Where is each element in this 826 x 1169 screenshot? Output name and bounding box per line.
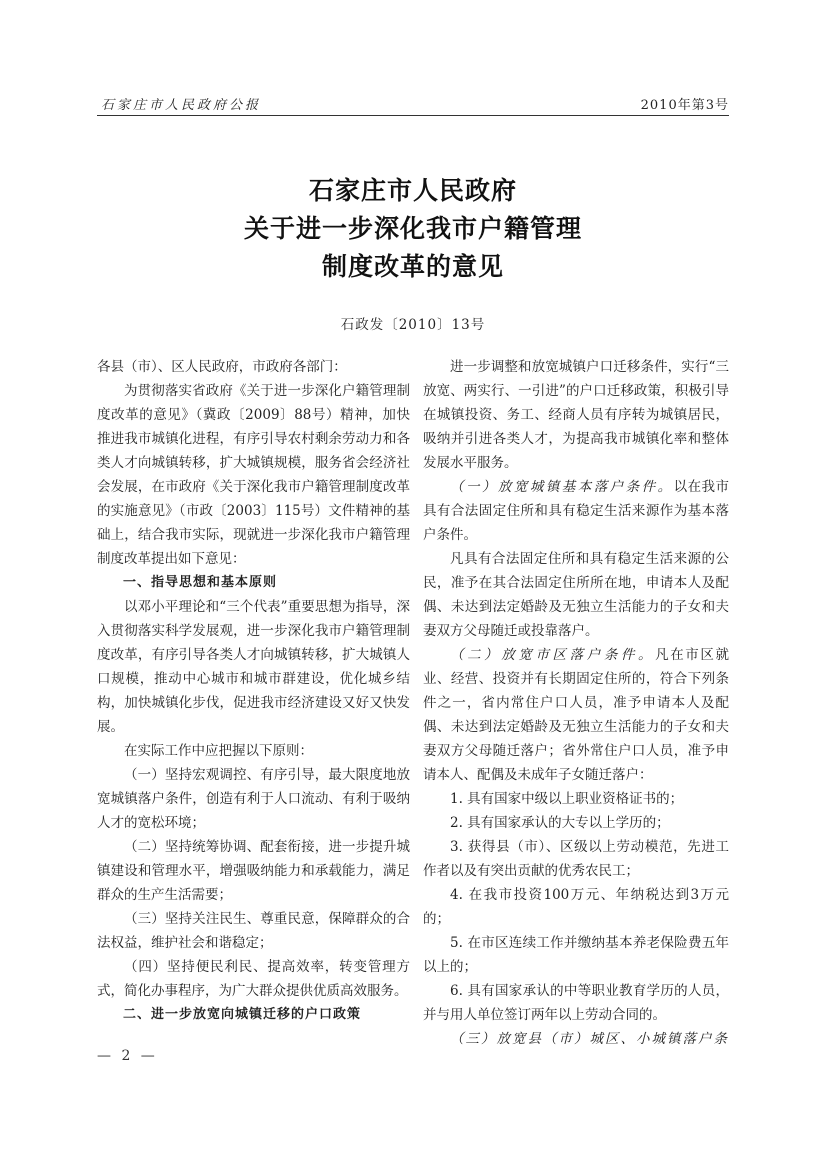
intro-paragraph: 为贯彻落实省政府《关于进一步深化户籍管理制度改革的意见》（冀政〔2009〕88号）精神，加快推进我市城镇化进程，有序引导农村剩余劳动力和各类人才向城镇转移，扩大城镇规模，服务省会经济社会发展，在市政府《关于深化我市户籍管理制度改革的实施意见》（市政〔2003〕115号）文件精神的基础上，结合我市实际，现就进一步深化我市户籍管理制度改革提出如下意见： [97,383,410,567]
document-title [0,172,826,286]
condition-item: 6. 具有国家承认的中等职业教育学历的人员，并与用人单位签订两年以上劳动合同的。 [423,983,729,1023]
section-heading-2: 二、进一步放宽向城镇迁移的户口政策 [123,1007,362,1022]
salutation: 各县（市）、区人民政府，市政府各部门： [97,359,347,375]
condition-item: 2. 具有国家承认的大专以上学历的； [450,815,670,831]
principle-item: （三）坚持关注民生、尊重民意，保障群众的合法权益，维护社会和谐稳定； [97,911,410,951]
principle-item: （二）坚持统筹协调、配套衔接，进一步提升城镇建设和管理水平，增强吸纳能力和承载能力，满足群众的生产生活需要； [97,839,410,903]
subsection1-paragraph: 凡具有合法固定住所和具有稳定生活来源的公民，准予在其合法固定住所所在地，申请本人及配偶、未达到法定婚龄及无独立生活能力的子女和夫妻双方父母随迁或投靠落户。 [423,551,729,639]
publication-name: 石家庄市人民政府公报 [101,98,262,113]
section-heading-1: 一、指导思想和基本原则 [123,575,278,590]
document-number: 石政发〔2010〕13号 [340,317,486,333]
title-line: 制度改革的意见 [321,252,504,281]
subsection-label: （二）放宽市区落户条件。 [450,647,656,663]
subsection-label: （一）放宽城镇基本落户条件。 [450,479,674,495]
condition-item: 5. 在市区连续工作并缴纳基本养老保险费五年以上的； [423,935,729,975]
left-column [97,355,410,1027]
condition-item: 3. 获得县（市）、区级以上劳动模范，先进工作者以及有突出贡献的优秀农民工； [423,839,729,879]
title-line: 关于进一步深化我市户籍管理 [243,214,582,243]
section1-paragraph: 以邓小平理论和“三个代表”重要思想为指导，深入贯彻落实科学发展观，进一步深化我市户籍管理制度改革，有序引导各类人才向城镇转移，扩大城镇人口规模，推动中心城市和城市群建设，优化城乡结构，加快城镇化步伐，促进我市经济建设又好又快发展。 [97,599,410,735]
principle-item: （四）坚持便民利民、提高效率，转变管理方式，简化办事程序，为广大群众提供优质高效服务。 [97,959,410,999]
subsection-label: （三）放宽县（市）城区、小城镇落户条 [450,1031,729,1047]
section2-paragraph: 进一步调整和放宽城镇户口迁移条件，实行“三放宽、两实行、一引进”的户口迁移政策，积极引导在城镇投资、务工、经商人员有序转为城镇居民，吸纳并引进各类人才，为提高我市城镇化率和整体发展水平服务。 [423,359,729,471]
issue-number: 2010年第3号 [640,98,729,113]
principles-intro: 在实际工作中应把握以下原则： [124,743,313,759]
right-column [423,355,729,1051]
title-line: 石家庄市人民政府 [308,176,517,205]
principle-item: （一）坚持宏观调控、有序引导，最大限度地放宽城镇落户条件，创造有利于人口流动、有利于吸纳人才的宽松环境； [97,767,410,831]
header-rule [97,115,729,116]
condition-item: 4. 在我市投资100万元、年纳税达到3万元的； [423,887,729,927]
subsection-3 [423,1027,729,1051]
subsection-text: 凡在市区就业、经营、投资并有长期固定住所的，符合下列条件之一，省内常住户口人员，准予申请本人及配偶、未达到法定婚龄及无独立生活能力的子女和夫妻双方父母随迁落户；省外常住户口人员，准予申请本人、配偶及未成年子女随迁落户： [423,647,729,783]
condition-item: 1. 具有国家中级以上职业资格证书的； [450,791,684,807]
subsection-2 [423,643,729,787]
subsection-text: 以在我市具有合法固定住所和具有稳定生活来源作为基本落户条件。 [423,479,730,543]
page-number: — 2 — [97,1048,158,1064]
subsection-1 [423,475,729,547]
